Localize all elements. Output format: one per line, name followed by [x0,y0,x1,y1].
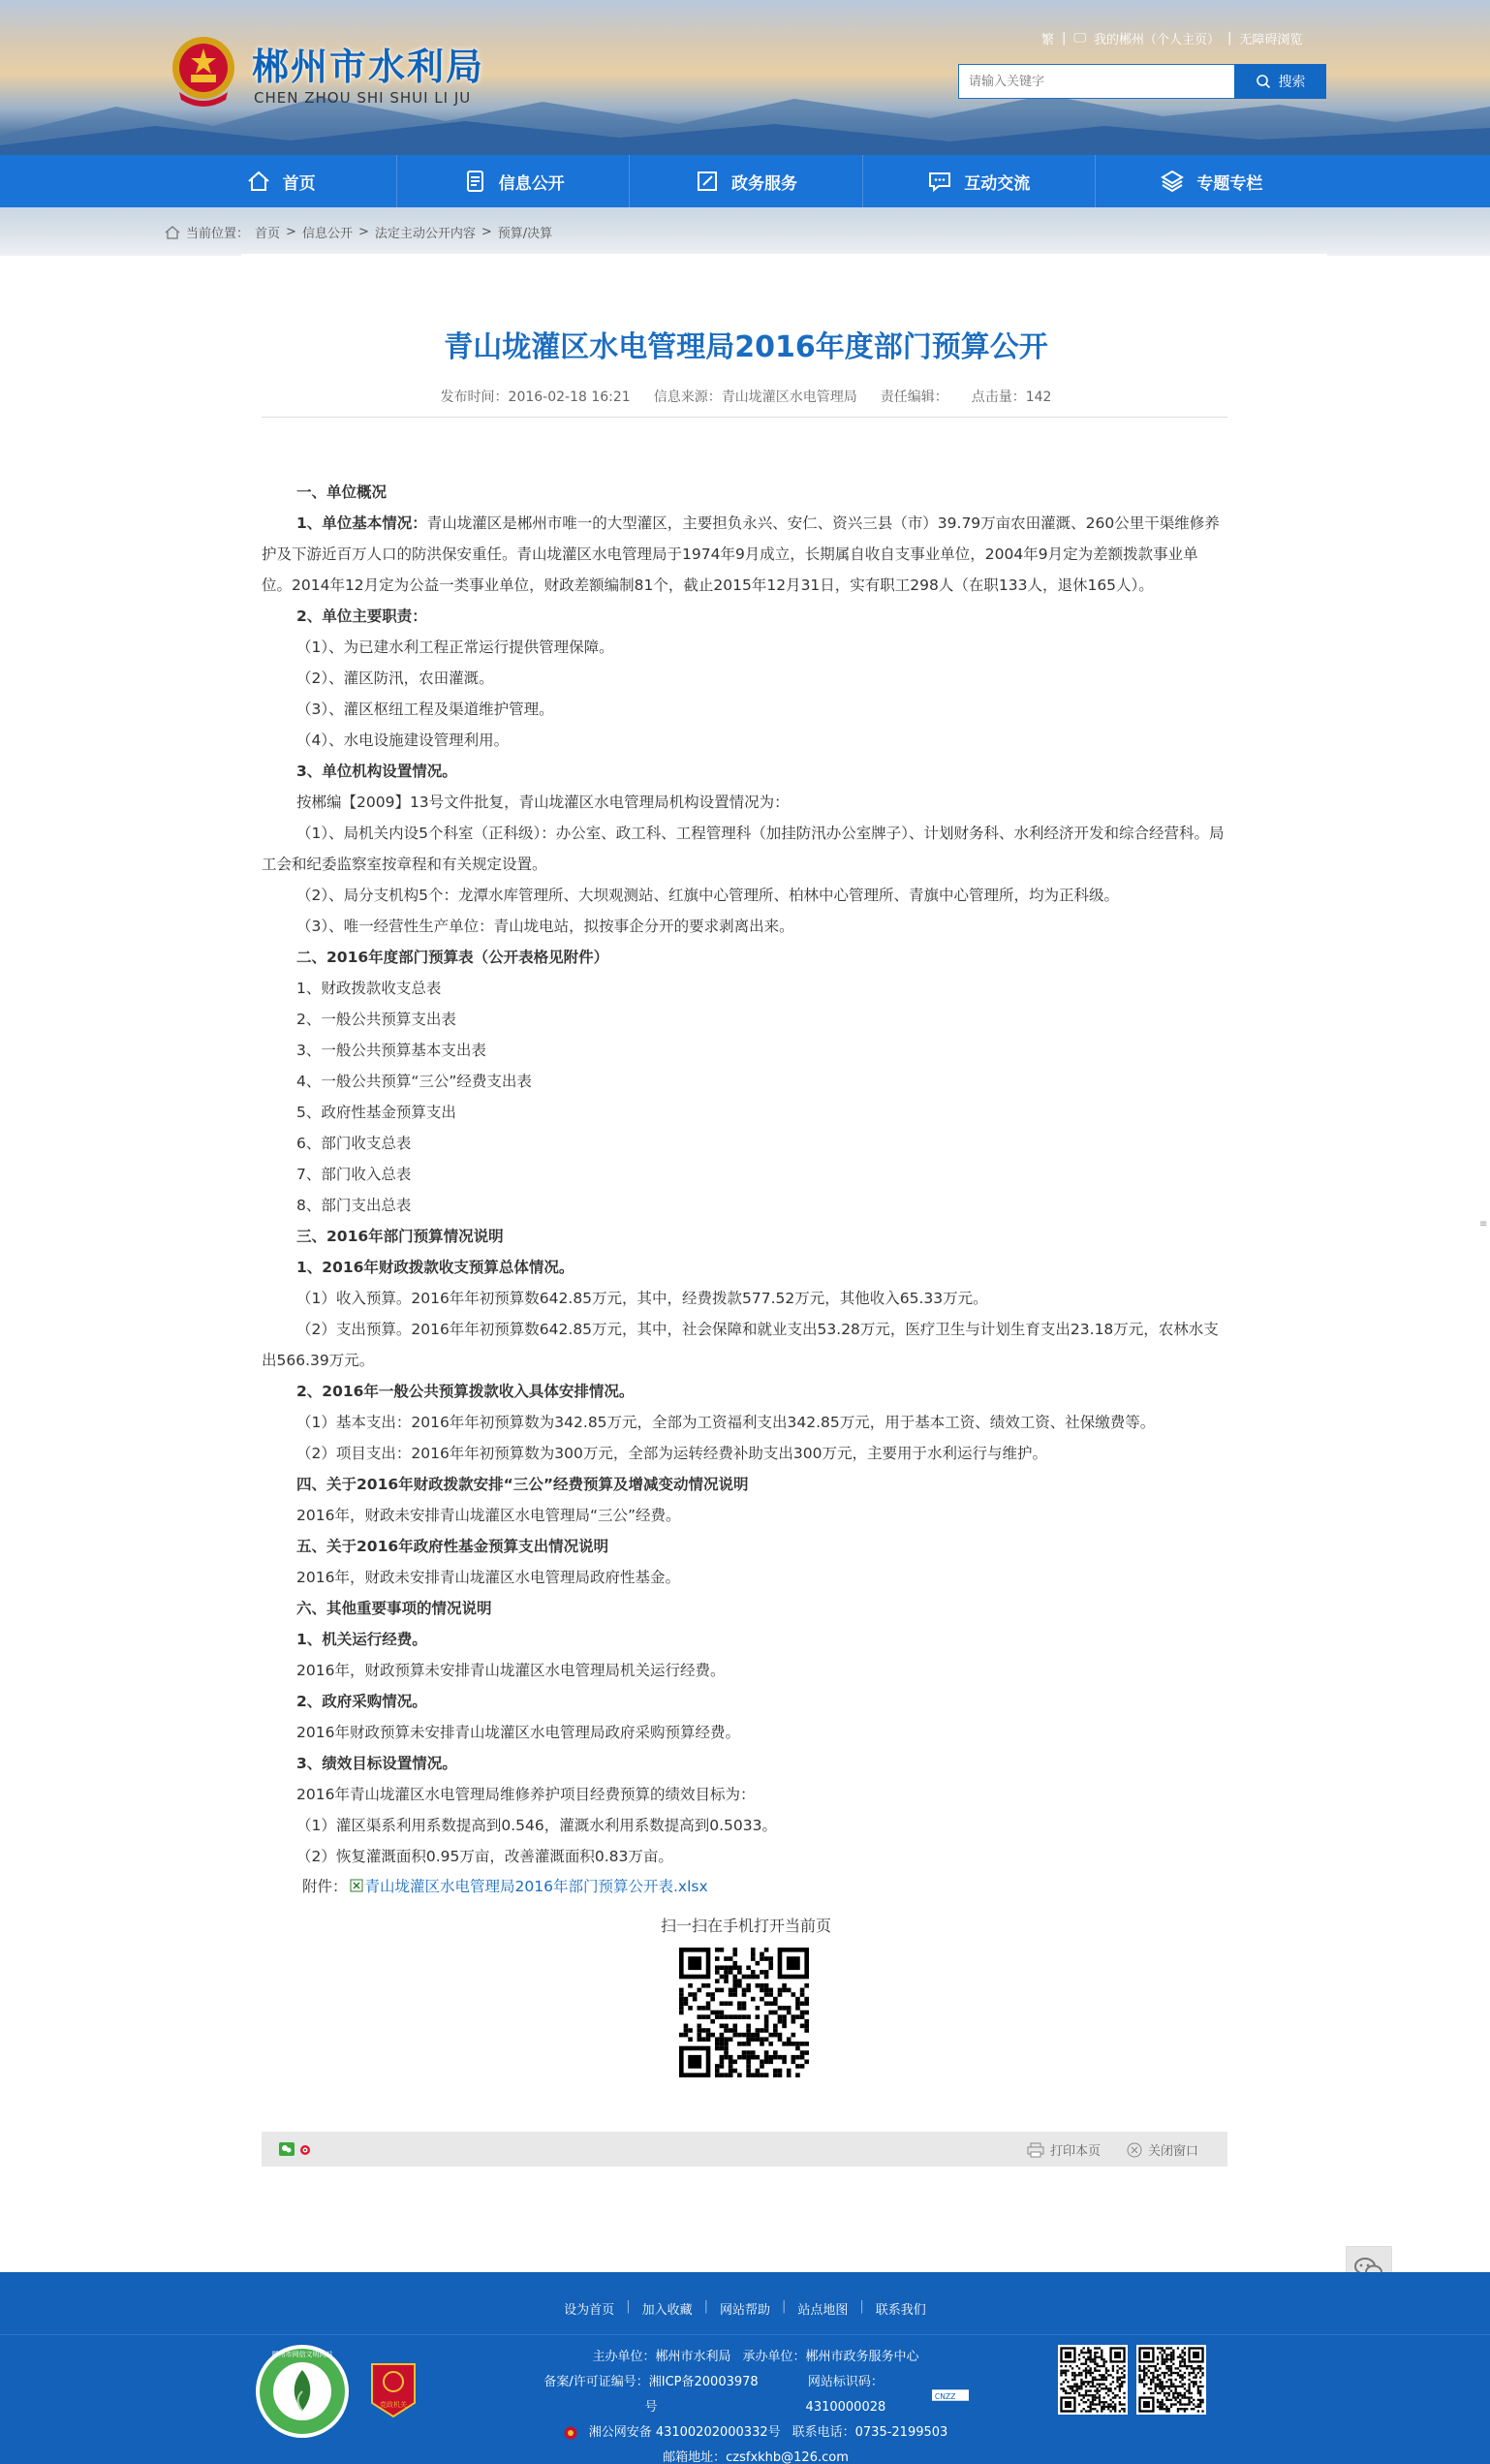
search-button[interactable] [1234,64,1326,99]
body-paragraph-heading: 三、2016年部门预算情况说明 [296,1228,504,1245]
breadcrumb-item-info[interactable]: 信息公开 [301,227,353,241]
body-paragraph [262,1686,1227,1717]
breadcrumb [165,223,552,241]
body-paragraph-text: （2）支出预算。2016年年初预算数642.85万元，其中，社会保障和就业支出53.28万元，医疗卫生与计划生育支出23.18万元，农林水支出566.39万元。 [262,1321,1219,1369]
separator: | [1062,31,1067,46]
site-title: 郴州市水利局 [252,46,485,88]
attachment-label: 附件： [302,1878,348,1895]
share-icons [279,2142,312,2156]
body-paragraph [262,694,1227,725]
body-paragraph-heading: 2、单位主要职责： [296,608,427,625]
body-paragraph-text: （3）、唯一经营性生产单位：青山垅电站，拟按事企分开的要求剥离出来。 [296,918,794,935]
search-button-label: 搜索 [1278,75,1306,90]
body-paragraph-text: （2）恢复灌溉面积0.95万亩，改善灌溉面积0.83万亩。 [296,1848,673,1865]
body-paragraph [262,601,1227,632]
traditional-chinese-link[interactable]: 繁 [1041,33,1055,47]
body-paragraph [262,1035,1227,1066]
red-badge-text: 党政机关 [380,2401,407,2409]
footer-icp[interactable]: 备案/许可证编号：湘ICP备20003978号 [543,2375,759,2415]
footer-phone: 联系电话：0735-2199503 [792,2425,948,2440]
body-paragraph-text: 2016年财政预算未安排青山垅灌区水电管理局政府采购预算经费。 [296,1724,740,1741]
svg-text:CNZZ: CNZZ [934,2391,956,2401]
body-paragraph [262,1748,1227,1779]
nav-label: 互动交流 [964,173,1031,194]
footer-sponsor: 主办单位：郴州市水利局 [592,2350,731,2364]
site-header [0,0,1490,155]
top-links [1041,29,1302,47]
article-title: 青山垅灌区水电管理局2016年度部门预算公开 [444,330,1048,364]
attachment-link[interactable]: 青山垅灌区水电管理局2016年部门预算公开表.xlsx [364,1878,708,1895]
footer-divider [0,2334,1490,2335]
body-paragraph-text: （1）收入预算。2016年年初预算数642.85万元，其中，经费拨款577.52万元，其他收入65.33万元。 [296,1290,988,1307]
body-paragraph-text: （2）项目支出：2016年年初预算数为300万元，全部为运转经费补助支出300万元，主要用于水利运行与维护。 [296,1445,1047,1462]
hit-count: 点击量：142 [971,390,1052,405]
body-paragraph-heading: 一、单位概况 [296,483,388,501]
editor: 责任编辑： [880,390,948,405]
body-paragraph [262,1004,1227,1035]
body-paragraph-text: （1）基本支出：2016年年初预算数为342.85万元，全部为工资福利支出342.85万元，用于基本工资、绩效工资、社保缴费等。 [296,1414,1156,1431]
wechat-share-icon[interactable] [279,2142,295,2156]
body-paragraph [262,1190,1227,1221]
footer-police[interactable]: 湘公网安备 43100202000332号 [588,2425,781,2440]
search-input[interactable] [958,64,1235,99]
breadcrumb-item-home[interactable]: 首页 [255,227,281,241]
nav-home[interactable] [165,155,397,207]
breadcrumb-sep: > [357,225,369,239]
body-paragraph-text: （2）、局分支机构5个：龙潭水库管理所、大坝观测站、红旗中心管理所、柏林中心管理所、青旗中心管理所，均为正科级。 [296,887,1119,904]
body-paragraph-text: 2016年，财政未安排青山垅灌区水电管理局政府性基金。 [296,1569,680,1586]
layers-icon [1160,169,1185,194]
body-paragraph [262,942,1227,973]
info-source: 信息来源：青山垅灌区水电管理局 [653,390,857,405]
body-paragraph [262,1500,1227,1531]
body-paragraph [262,880,1227,911]
body-paragraph-text: 5、政府性基金预算支出 [296,1104,456,1121]
print-button[interactable] [1027,2140,1101,2159]
body-paragraph [262,1438,1227,1469]
separator: | [859,2299,864,2314]
scrollbar-grip[interactable]: ≡ [1479,1219,1488,1230]
body-paragraph [262,1097,1227,1128]
footer-link-help[interactable]: 网站帮助 [719,2303,770,2318]
civilized-website-badge-icon[interactable] [254,2343,351,2440]
body-paragraph [262,1407,1227,1438]
printer-icon [1027,2142,1044,2158]
body-paragraph [262,1128,1227,1159]
body-paragraph-heading: 1、机关运行经费。 [296,1631,427,1648]
nav-special-topics[interactable] [1096,155,1327,207]
separator: | [703,2299,708,2314]
nav-label: 信息公开 [498,173,565,194]
body-paragraph-heading: 1、2016年财政拨款收支预算总体情况。 [296,1259,574,1276]
nav-label: 政务服务 [731,173,797,194]
body-paragraph-text: 2016年，财政预算未安排青山垅灌区水电管理局机关运行经费。 [296,1662,726,1679]
site-subtitle: CHEN ZHOU SHI SHUI LI JU [254,89,472,107]
breadcrumb-sep: > [481,225,492,239]
body-paragraph [262,1066,1227,1097]
body-paragraph-heading: 六、其他重要事项的情况说明 [296,1600,492,1617]
body-paragraph-heading: 2、政府采购情况。 [296,1693,427,1710]
body-paragraph-text: （2）、灌区防汛，农田灌溉。 [296,670,494,687]
body-paragraph-text: 1、财政拨款收支总表 [296,980,442,997]
body-paragraph [262,1593,1227,1624]
body-paragraph-heading: 1、单位基本情况： [296,515,427,532]
page-qr-code [679,1948,809,2077]
breadcrumb-sep: > [286,225,296,239]
body-paragraph-text: 2016年，财政未安排青山垅灌区水电管理局“三公”经费。 [296,1507,681,1524]
separator: | [626,2299,631,2314]
document-icon [462,169,487,194]
body-paragraph-text: （1）、为已建水利工程正常运行提供管理保障。 [296,639,614,656]
nav-interaction[interactable] [863,155,1096,207]
body-paragraph [262,508,1227,601]
footer-link-favorite[interactable]: 加入收藏 [641,2303,693,2318]
body-paragraph [262,1841,1227,1872]
body-paragraph-text: （1）、局机关内设5个科室（正科级）：办公室、政工科、工程管理科（加挂防汛办公室牌子）、计划财务科、水利经济开发和综合经营科。局工会和纪委监察室按章程和有关规定设置。 [262,825,1225,873]
nav-info-public[interactable] [397,155,630,207]
body-paragraph-text: 按郴编【2009】13号文件批复，青山垅灌区水电管理局机构设置情况为： [296,794,790,811]
footer-link-homepage[interactable]: 设为首页 [564,2303,615,2318]
separator: | [1226,31,1232,46]
body-paragraph-text: 2016年青山垅灌区水电管理局维修养护项目经费预算的绩效目标为： [296,1786,756,1803]
body-paragraph [262,911,1227,942]
nav-label: 首页 [282,173,316,194]
close-icon [1127,2142,1142,2158]
body-paragraph [262,1221,1227,1252]
footer-info [543,2345,969,2464]
body-paragraph-heading: 五、关于2016年政府性基金预算支出情况说明 [296,1538,609,1555]
meta-divider [262,417,1227,418]
breadcrumb-prefix: 当前位置： [186,227,250,241]
body-paragraph [262,973,1227,1004]
body-paragraph [262,1252,1227,1283]
body-paragraph [262,787,1227,818]
footer-site-code: 网站标识码：4310000028 [805,2375,886,2415]
police-badge-icon [564,2426,577,2440]
qr-label: 扫一扫在手机打开当前页 [660,1917,831,1935]
footer-link-sitemap[interactable]: 站点地图 [797,2303,849,2318]
body-paragraph [262,1469,1227,1500]
footer-organizer: 承办单位：郴州市政务服务中心 [742,2350,919,2364]
body-paragraph [262,1810,1227,1841]
body-paragraph [262,477,1227,508]
body-paragraph-text: 2、一般公共预算支出表 [296,1011,456,1028]
body-paragraph-heading: 3、绩效目标设置情况。 [296,1755,457,1772]
body-paragraph-text: （1）灌区渠系利用系数提高到0.546，灌溉水利用系数提高到0.5033。 [296,1817,777,1834]
body-paragraph-text: 7、部门收入总表 [296,1166,412,1183]
article-body [262,477,1227,1872]
footer-links [0,2299,1490,2318]
breadcrumb-item-legal[interactable]: 法定主动公开内容 [374,227,476,241]
party-gov-badge-icon[interactable] [368,2360,419,2420]
main-nav [0,155,1490,207]
body-paragraph [262,818,1227,880]
badge-text: 郴州市网信文明网站 [271,2351,333,2358]
body-paragraph [262,1531,1227,1562]
body-paragraph [262,1779,1227,1810]
body-paragraph [262,1283,1227,1314]
body-paragraph-text: 8、部门支出总表 [296,1197,412,1214]
body-paragraph [262,1159,1227,1190]
footer-qr-code-wechat [1136,2345,1206,2415]
publish-time: 发布时间：2016-02-18 16:21 [440,390,631,405]
body-paragraph-heading: 2、2016年一般公共预算拨款收入具体安排情况。 [296,1383,635,1400]
close-label: 关闭窗口 [1148,2144,1199,2159]
body-paragraph-text: 3、一般公共预算基本支出表 [296,1042,486,1059]
edit-icon [695,169,720,194]
footer-link-contact[interactable]: 联系我们 [875,2303,926,2318]
separator: | [782,2299,787,2314]
body-paragraph-text: （3）、灌区枢纽工程及渠道维护管理。 [296,701,554,718]
nav-label: 专题专栏 [1196,173,1263,194]
breadcrumb-item-budget[interactable]: 预算/决算 [497,227,553,241]
body-paragraph-heading: 二、2016年度部门预算表（公开表格见附件） [296,949,609,966]
attachment [302,1875,708,1896]
body-paragraph [262,1624,1227,1655]
body-paragraph [262,1717,1227,1748]
close-window-button[interactable] [1127,2140,1198,2159]
footer-email: 邮箱地址：czsfxkhb@126.com [663,2450,849,2464]
body-paragraph-text: 4、一般公共预算“三公”经费支出表 [296,1073,532,1090]
body-paragraph-text: 青山垅灌区是郴州市唯一的大型灌区，主要担负永兴、安仁、资兴三县（市）39.79万亩农田灌溉、260公里干渠维修养护及下游近百万人口的防洪保安重任。青山垅灌区水电管理局于1974年9月成立，长期属自收自支事业单位，2004年9月定为差额拨款事业单位。2014年12月定为公益一类事业单位，财政差额编制81个，截止2015年12月31日，实有职工298人（在职133人，退休165人）。 [262,515,1220,594]
monitor-icon: 🖵 [1073,31,1086,46]
chat-icon [927,169,952,194]
article-toolbar [262,2132,1227,2167]
my-chenzhou-link[interactable]: 我的郴州（个人主页） [1093,33,1220,47]
national-emblem-icon [170,34,237,109]
weibo-share-icon[interactable] [298,2142,312,2156]
footer-qr-code-weibo [1058,2345,1128,2415]
body-paragraph-text: （4）、水电设施建设管理利用。 [296,732,510,749]
home-icon [165,226,180,239]
body-paragraph [262,1562,1227,1593]
cnzz-icon[interactable] [932,2389,969,2401]
nav-gov-service[interactable] [630,155,862,207]
accessibility-link[interactable]: 无障碍浏览 [1239,33,1303,47]
body-paragraph [262,725,1227,756]
body-paragraph-heading: 四、关于2016年财政拨款安排“三公”经费预算及增减变动情况说明 [296,1476,749,1493]
body-paragraph [262,756,1227,787]
body-paragraph-text: 6、部门收支总表 [296,1135,412,1152]
home-icon [246,169,271,194]
print-label: 打印本页 [1050,2144,1102,2159]
article-meta [262,387,1230,406]
search-icon [1256,74,1271,89]
body-paragraph [262,663,1227,694]
excel-file-icon [350,1879,363,1892]
body-paragraph [262,632,1227,663]
body-paragraph [262,1314,1227,1376]
body-paragraph-heading: 3、单位机构设置情况。 [296,763,457,780]
body-paragraph [262,1655,1227,1686]
body-paragraph [262,1376,1227,1407]
